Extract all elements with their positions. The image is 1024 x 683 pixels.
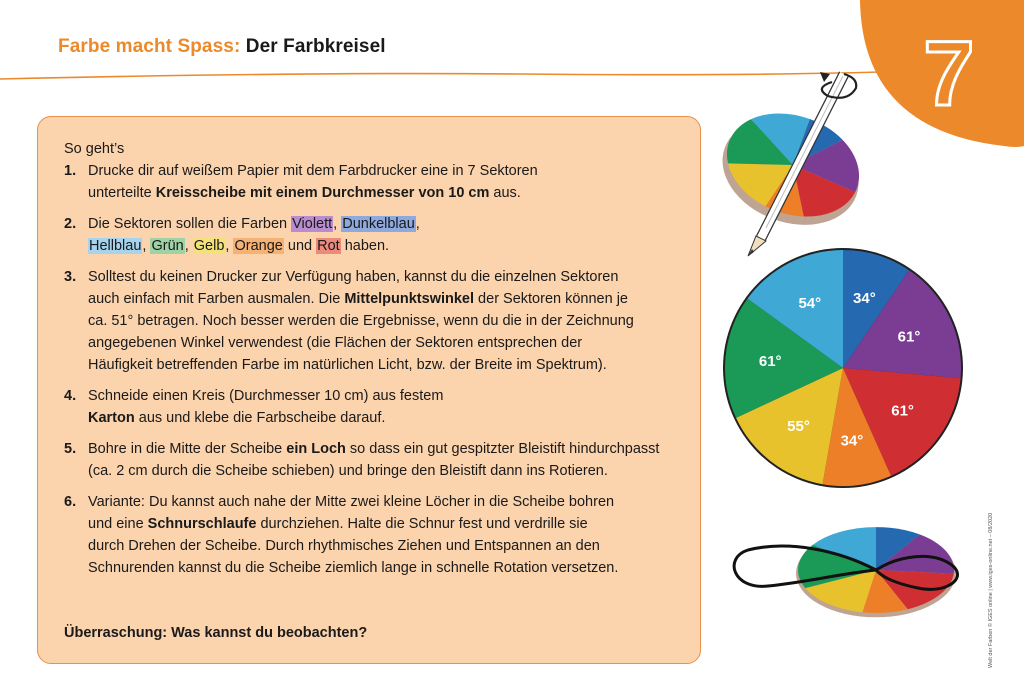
color-rot: Rot: [317, 238, 340, 254]
color-dunkelblau: Dunkelblau: [342, 216, 415, 232]
separator: ,: [225, 238, 234, 254]
sector-angle-label: 34°: [853, 290, 876, 307]
color-violett: Violett: [292, 216, 333, 232]
step-number: 4.: [64, 388, 77, 404]
sector-angle-label: 61°: [758, 353, 782, 370]
page-title: [58, 36, 386, 58]
step-2: [64, 213, 684, 257]
step-text: und eine: [88, 516, 148, 532]
separator: ,: [184, 238, 193, 254]
separator: ,: [415, 216, 420, 232]
step-text: (ca. 2 cm durch die Scheibe schieben) und bringe den Bleistift dann ins Rotieren.: [88, 463, 608, 479]
worksheet-number: 7: [923, 23, 975, 125]
observation-question: Überraschung: Was kannst du beobachten?: [64, 625, 368, 641]
step-text: Schneide einen Kreis (Durchmesser 10 cm) aus festem: [88, 388, 444, 404]
step-text: aus.: [489, 185, 521, 201]
color-gelb: Gelb: [193, 238, 225, 254]
step-text: auch einfach mit Farben ausmalen. Die: [88, 291, 345, 307]
color-orange: Orange: [234, 238, 283, 254]
step-text: ca. 51° betragen. Noch besser werden die Ergebnisse, wenn du die in der Zeichnung: [88, 313, 634, 329]
step-text: Variante: Du kannst auch nahe der Mitte zwei kleine Löcher in die Scheibe bohren: [88, 494, 615, 510]
step-text: durchziehen. Halte die Schnur fest und verdrille sie: [256, 516, 588, 532]
step-text: angegebenen Winkel verwendest (die Flächen der Sektoren entsprechen der: [88, 335, 583, 351]
step-text: Schnurenden kannst du die Scheibe ziemlich lange in schnelle Rotation versetzen.: [88, 560, 619, 576]
color-wheel-diagram: [720, 244, 970, 494]
title-prefix: Farbe macht Spass:: [58, 36, 241, 57]
string-disc-illustration: [728, 510, 968, 635]
step-5: [64, 438, 684, 482]
step-1: [64, 160, 684, 204]
sector-angle-label: 61°: [897, 328, 921, 346]
step-text: aus und klebe die Farbscheibe darauf.: [134, 410, 386, 426]
color-hellblau: Hellblau: [89, 238, 142, 254]
step-text: durch Drehen der Scheibe. Durch rhythmisches Ziehen und Entspannen an den: [88, 538, 600, 554]
step-number: 1.: [64, 163, 77, 179]
step-text: Häufigkeit betreffenden Farbe im natürlichen Licht, bzw. der Breite im Spektrum).: [88, 357, 607, 373]
step-bold: Mittelpunktswinkel: [344, 291, 475, 307]
step-text: Die Sektoren sollen die Farben: [88, 216, 292, 232]
step-text: Drucke dir auf weißem Papier mit dem Farbdrucker eine in 7 Sektoren: [88, 163, 538, 179]
step-bold: ein Loch: [286, 441, 346, 457]
step-number: 2.: [64, 216, 77, 232]
intro-heading: So geht’s: [64, 141, 125, 157]
separator: ,: [333, 216, 342, 232]
title-main: Der Farbkreisel: [245, 36, 386, 57]
step-text: haben.: [340, 238, 390, 254]
step-text: Bohre in die Mitte der Scheibe: [88, 441, 287, 457]
step-6: [64, 491, 684, 579]
step-3: [64, 266, 684, 376]
step-bold: Kreisscheibe mit einem Durchmesser von 10 cm: [155, 185, 490, 201]
step-number: 5.: [64, 441, 77, 457]
step-number: 3.: [64, 269, 77, 285]
step-4: [64, 385, 684, 429]
step-bold: Schnurschlaufe: [147, 516, 257, 532]
step-number: 6.: [64, 494, 77, 510]
copyright-credit: Welt der Farben © IGES online | www.iges-online.net – 08/2020: [988, 512, 994, 668]
sector-angle-label: 34°: [840, 432, 864, 450]
step-text: unterteilte: [88, 185, 156, 201]
step-bold: Karton: [88, 410, 135, 426]
step-text: so dass ein gut gespitzter Bleistift hindurchpasst: [345, 441, 660, 457]
sector-angle-label: 55°: [787, 418, 810, 435]
color-gruen: Grün: [151, 238, 184, 254]
string-disc: [796, 527, 956, 617]
step-text: Solltest du keinen Drucker zur Verfügung haben, kannst du die einzelnen Sektoren: [88, 269, 619, 285]
instructions-card: [37, 116, 701, 664]
step-text: und: [283, 238, 317, 254]
steps-list: [64, 160, 684, 579]
sector-angle-label: 61°: [891, 402, 914, 420]
sector-angle-label: 54°: [798, 294, 822, 312]
separator: ,: [142, 238, 151, 254]
worksheet-number-badge: [854, 0, 1024, 150]
step-text: der Sektoren können je: [474, 291, 628, 307]
spinning-top-pencil-illustration: [716, 60, 876, 260]
